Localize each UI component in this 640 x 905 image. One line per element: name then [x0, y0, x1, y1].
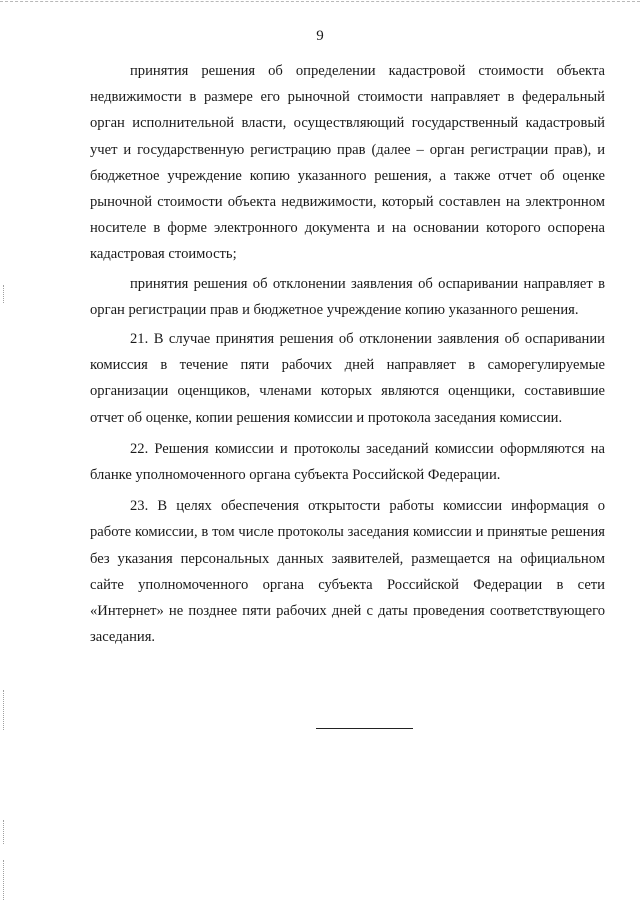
document-body	[90, 58, 605, 650]
scan-margin-mark	[3, 820, 4, 844]
scan-margin-mark	[3, 285, 4, 303]
scan-top-edge	[0, 1, 640, 2]
document-end-line	[316, 728, 413, 729]
page-number: 9	[316, 28, 324, 44]
scan-margin-mark	[3, 690, 4, 730]
paragraph-rejection-decision: принятия решения об отклонении заявления об оспаривании направляет в орган регистрации прав и бюджетное учреждение копию указанного решения.	[90, 275, 605, 318]
paragraph-cadastral-decision: принятия решения об определении кадастровой стоимости объекта недвижимости в размере его рыночной стоимости направляет в федеральный орган исполнительной власти, осуществляющий государственный кадастровый учет и государственную регистрацию прав (далее – орган регистрации прав), и бюджетное учреждение копию указанного решения, а также отчет об оценке рыночной стоимости объекта недвижимости, который составлен на электронном носителе в форме электронного документа и на основании которого оспорена кадастровая стоимость;	[90, 63, 605, 263]
paragraph-clause-21: 21. В случае принятия решения об отклонении заявления об оспаривании комиссия в течение пяти рабочих дней направляет в саморегулируемые организации оценщиков, членами которых являются оценщики, составившие отчет об оценке, копии решения комиссии и протокола заседания комиссии.	[90, 331, 605, 426]
scan-margin-mark	[3, 860, 4, 900]
paragraph-clause-22: 22. Решения комиссии и протоколы заседаний комиссии оформляются на бланке уполномоченного органа субъекта Российской Федерации.	[90, 440, 605, 484]
paragraph-clause-23: 23. В целях обеспечения открытости работы комиссии информация о работе комиссии, в том числе протоколы заседания комиссии и принятые решения без указания персональных данных заявителей, размещается на официальном сайте уполномоченного органа субъекта Российской Федерации в сети «Интернет» не позднее пяти рабочих дней с даты проведения соответствующего заседания.	[90, 498, 605, 646]
